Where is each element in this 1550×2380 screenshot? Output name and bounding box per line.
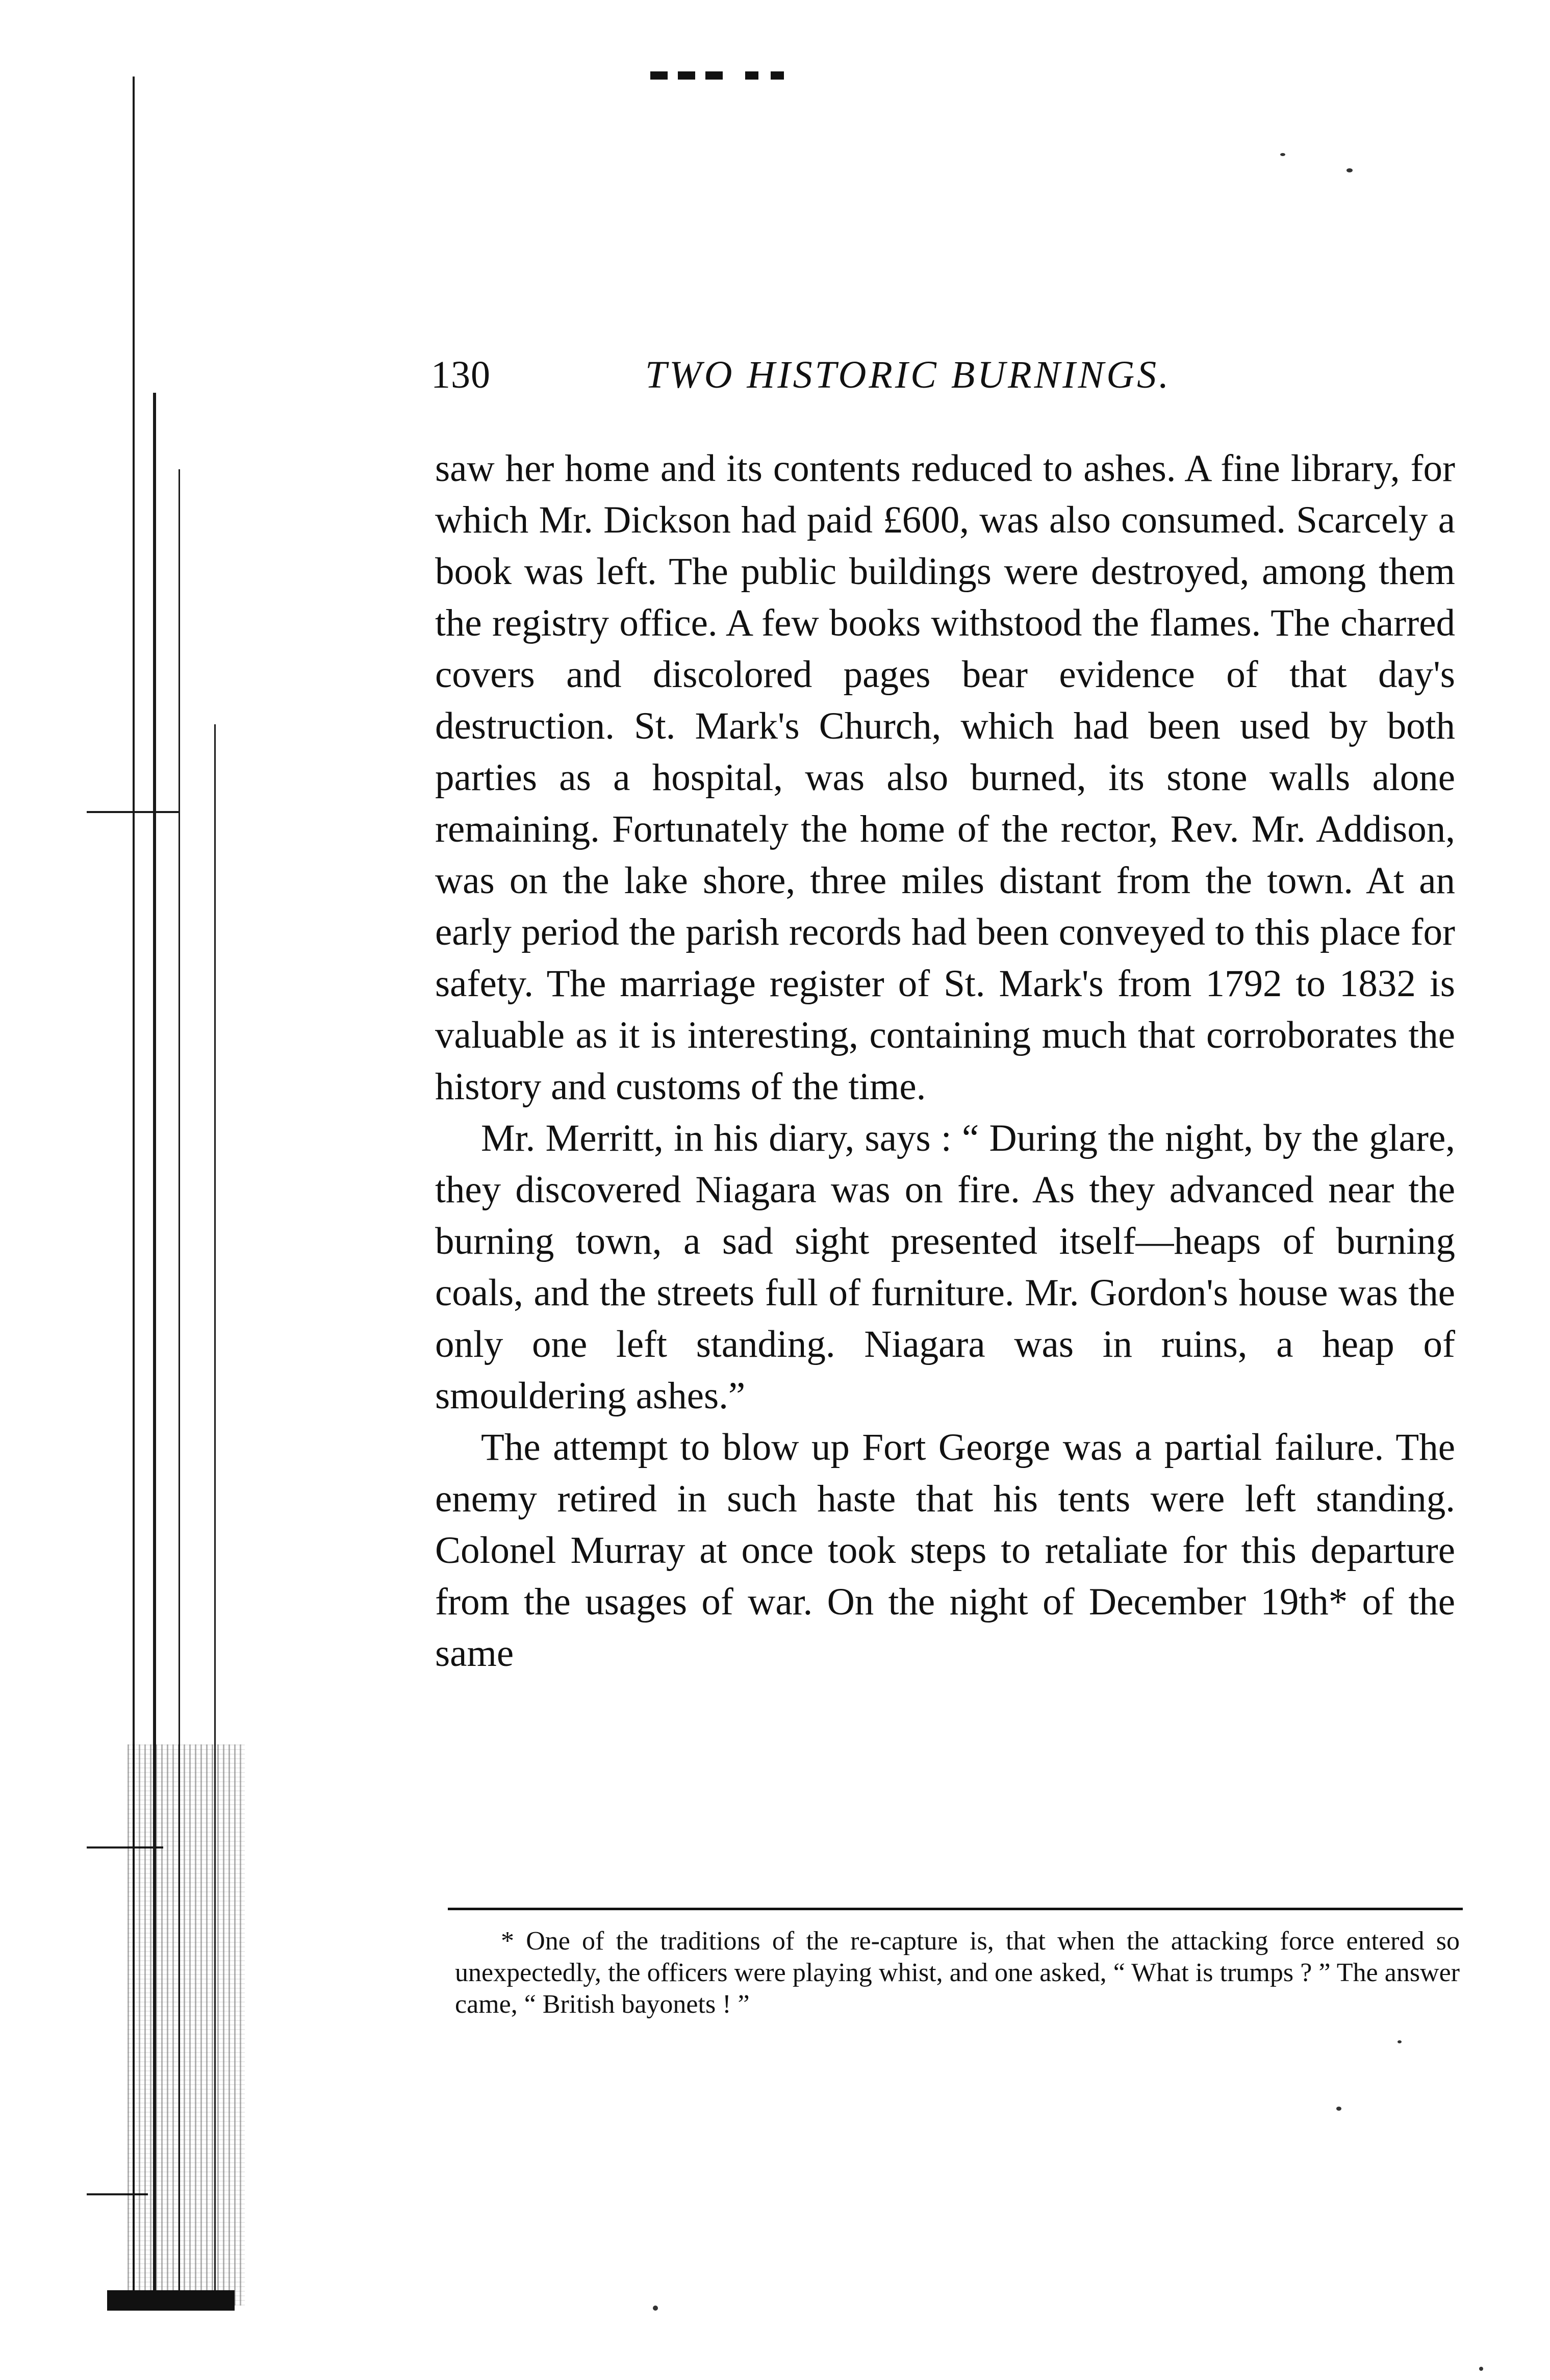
- gutter-tick: [87, 811, 179, 813]
- scan-speck: [653, 2306, 658, 2311]
- paragraph: The attempt to blow up Fort George was a partial failure. The enemy retired in such haste that his tents were left standing. Colonel Murray at once took steps to retaliate for this departure from the usages of war. On the night of December 19th* of the same: [435, 1426, 1455, 1675]
- paragraph: Mr. Merritt, in his diary, says : “ During the night, by the glare, they discovered Niagara was on fire. As they advanced near the burning town, a sad sight presented itself—heaps of burning coals, and the streets full of furniture. Mr. Gordon's house was the only one left standing. Niagara was in ruins, a heap of smouldering ashes.”: [435, 1117, 1455, 1417]
- scan-speck: [1479, 2367, 1483, 2371]
- page-number: 130: [431, 353, 491, 396]
- scan-speck: [1346, 168, 1353, 172]
- scan-speck: [1280, 153, 1285, 156]
- top-scan-marks: [650, 71, 793, 82]
- running-head: [431, 347, 1237, 403]
- footnote: [455, 1926, 1460, 2020]
- footnote-text: * One of the traditions of the re-capture is, that when the attacking force entered so unexpectedly, the officers were playing whist, and one asked, “ What is trumps ? ” The answer came, “ British bayonets ! ”: [455, 1927, 1460, 2019]
- running-title: TWO HISTORIC BURNINGS.: [645, 353, 1172, 396]
- scan-speck: [1397, 2040, 1402, 2043]
- footnote-rule: [448, 1908, 1463, 1910]
- scan-speck: [1336, 2107, 1341, 2111]
- scan-gutter-artifacts: [51, 61, 245, 2316]
- paragraph: saw her home and its contents reduced to ashes. A fine library, for which Mr. Dickson had paid £600, was also consumed. Scarcely a book was left. The public buildings were destroyed, among them the registry office. A few books withstood the flames. The charred covers and discolored pages bear evidence of that day's destruction. St. Mark's Church, which had been used by both parties as a hospital, was also burned, its stone walls alone remaining. Fortunately the home of the rector, Rev. Mr. Addison, was on the lake shore, three miles distant from the town. At an early period the parish records had been conveyed to this place for safety. The marriage register of St. Mark's from 1792 to 1832 is valuable as it is interesting, containing much that corroborates the history and customs of the time.: [435, 447, 1455, 1108]
- body-text: [435, 443, 1455, 1679]
- gutter-bar: [107, 2290, 235, 2311]
- gutter-noise: [128, 1744, 245, 2306]
